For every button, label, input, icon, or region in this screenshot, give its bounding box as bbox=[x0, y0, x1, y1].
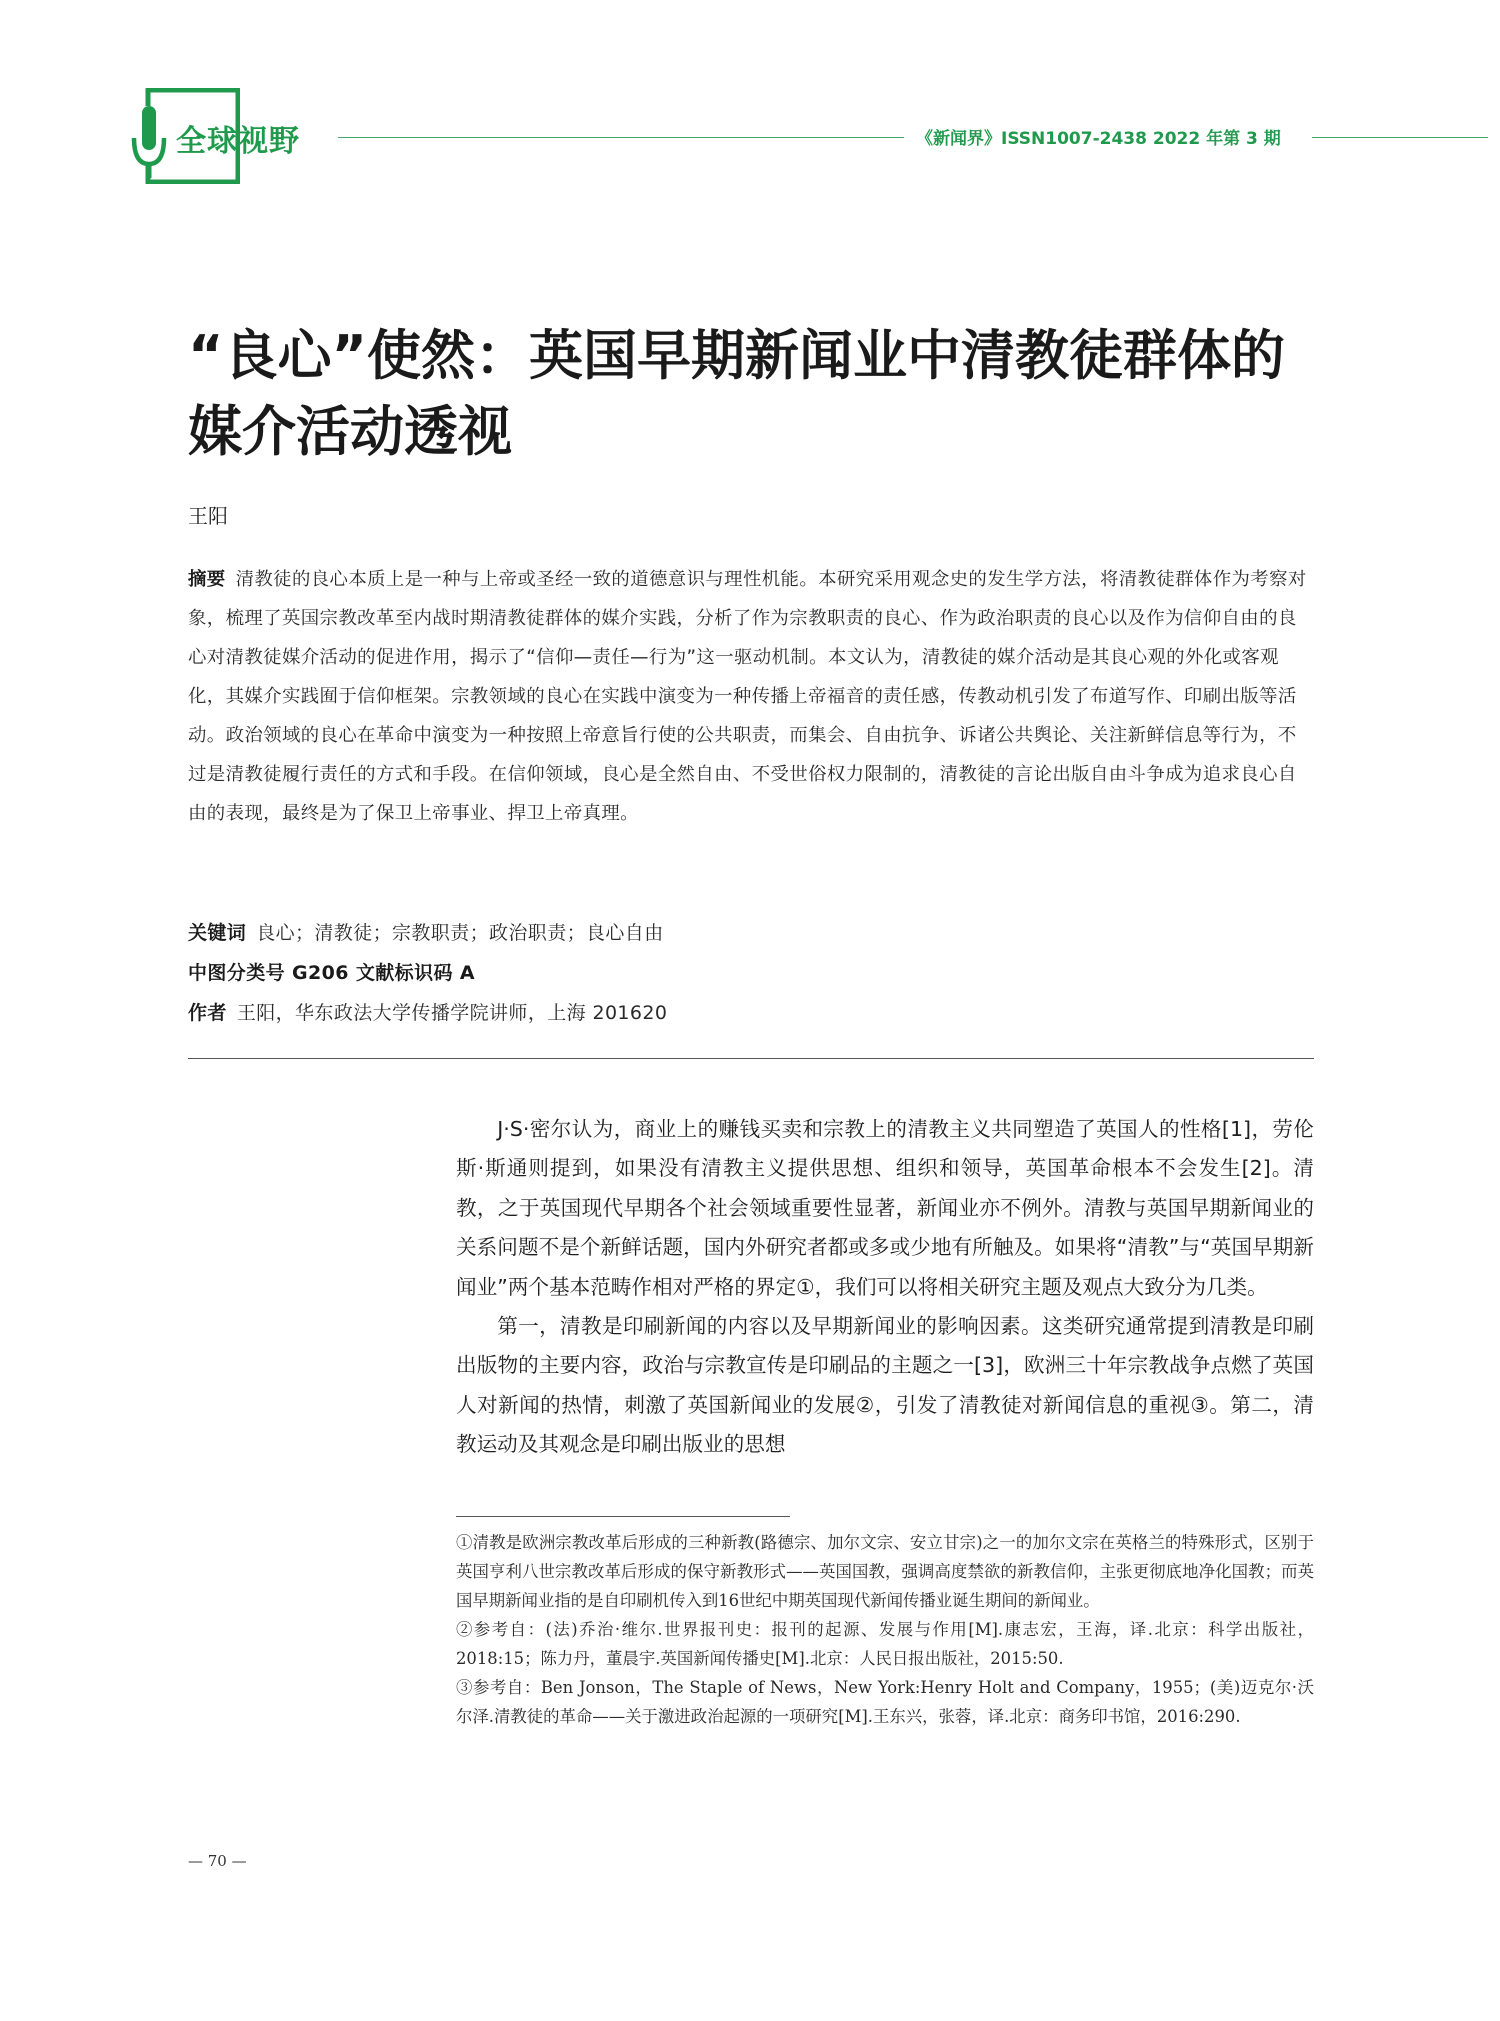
footnotes bbox=[456, 1528, 1314, 1731]
footnote-3: ③参考自：Ben Jonson，The Staple of News，New York:Henry Holt and Company，1955；(美)迈克尔·沃尔泽.清教徒的革命——关于激进政治起源的一项研究[M].王东兴，张蓉，译.北京：商务印书馆，2016:290. bbox=[456, 1678, 1314, 1726]
section-divider bbox=[188, 1058, 1314, 1059]
header-rule-right bbox=[1312, 137, 1488, 138]
abstract-label: 摘要 bbox=[188, 569, 226, 590]
article-title: “良心”使然：英国早期新闻业中清教徒群体的媒介活动透视 bbox=[188, 324, 1285, 463]
keywords-label: 关键词 bbox=[188, 922, 247, 944]
body-paragraph: J·S·密尔认为，商业上的赚钱买卖和宗教上的清教主义共同塑造了英国人的性格[1]，劳伦斯·斯通则提到，如果没有清教主义提供思想、组织和领导，英国革命根本不会发生[2]。清教，之于英国现代早期各个社会领域重要性显著，新闻业亦不例外。清教与英国早期新闻业的关系问题不是个新鲜话题，国内外研究者都或多或少地有所触及。如果将“清教”与“英国早期新闻业”两个基本范畴作相对严格的界定①，我们可以将相关研究主题及观点大致分为几类。 bbox=[456, 1117, 1314, 1299]
page-number: — 70 — bbox=[188, 1852, 247, 1870]
footnote-1: ①清教是欧洲宗教改革后形成的三种新教(路德宗、加尔文宗、安立甘宗)之一的加尔文宗在英格兰的特殊形式，区别于英国亨利八世宗教改革后形成的保守新教形式——英国国教，强调高度禁欲的新教信仰，主张更彻底地净化国教；而英国早期新闻业指的是自印刷机传入到16世纪中期英国现代新闻传播业诞生期间的新闻业。 bbox=[456, 1533, 1314, 1610]
body-paragraph: 第一，清教是印刷新闻的内容以及早期新闻业的影响因素。这类研究通常提到清教是印刷出版物的主要内容，政治与宗教宣传是印刷品的主题之一[3]，欧洲三十年宗教战争点燃了英国人对新闻的热情，刺激了英国新闻业的发展②，引发了清教徒对新闻信息的重视③。第二，清教运动及其观念是印刷出版业的思想 bbox=[456, 1314, 1314, 1457]
author-name: 王阳 bbox=[188, 504, 228, 528]
keywords-text: 良心；清教徒；宗教职责；政治职责；良心自由 bbox=[256, 922, 664, 944]
classification-line: 中图分类号 G206 文献标识码 A bbox=[188, 962, 476, 984]
author-info-label: 作者 bbox=[188, 1002, 227, 1024]
footnote-rule bbox=[456, 1516, 790, 1517]
header-rule-left bbox=[338, 137, 904, 138]
body-text bbox=[456, 1110, 1314, 1465]
author-info-text: 王阳，华东政法大学传播学院讲师，上海 201620 bbox=[236, 1002, 668, 1024]
author-info-line bbox=[188, 998, 667, 1025]
section-title: 全球视野 bbox=[176, 124, 300, 159]
abstract-text: 清教徒的良心本质上是一种与上帝或圣经一致的道德意识与理性机能。本研究采用观念史的发生学方法，将清教徒群体作为考察对象，梳理了英国宗教改革至内战时期清教徒群体的媒介实践，分析了作为宗教职责的良心、作为政治职责的良心以及作为信仰自由的良心对清教徒媒介活动的促进作用，揭示了“信仰—责任—行为”这一驱动机制。本文认为，清教徒的媒介活动是其良心观的外化或客观化，其媒介实践囿于信仰框架。宗教领域的良心在实践中演变为一种传播上帝福音的责任感，传教动机引发了布道写作、印刷出版等活动。政治领域的良心在革命中演变为一种按照上帝意旨行使的公共职责，而集会、自由抗争、诉诸公共舆论、关注新鲜信息等行为，不过是清教徒履行责任的方式和手段。在信仰领域，良心是全然自由、不受世俗权力限制的，清教徒的言论出版自由斗争成为追求良心自由的表现，最终是为了保卫上帝事业、捍卫上帝真理。 bbox=[188, 569, 1307, 824]
journal-info: 《新闻界》ISSN1007-2438 2022 年第 3 期 bbox=[916, 129, 1281, 149]
footnote-2: ②参考自：(法)乔治·维尔.世界报刊史：报刊的起源、发展与作用[M].康志宏，王海，译.北京：科学出版社，2018:15；陈力丹，董晨宇.英国新闻传播史[M].北京：人民日报出版社，2015:50. bbox=[456, 1620, 1314, 1668]
abstract bbox=[188, 560, 1314, 833]
keywords-line bbox=[188, 918, 664, 945]
